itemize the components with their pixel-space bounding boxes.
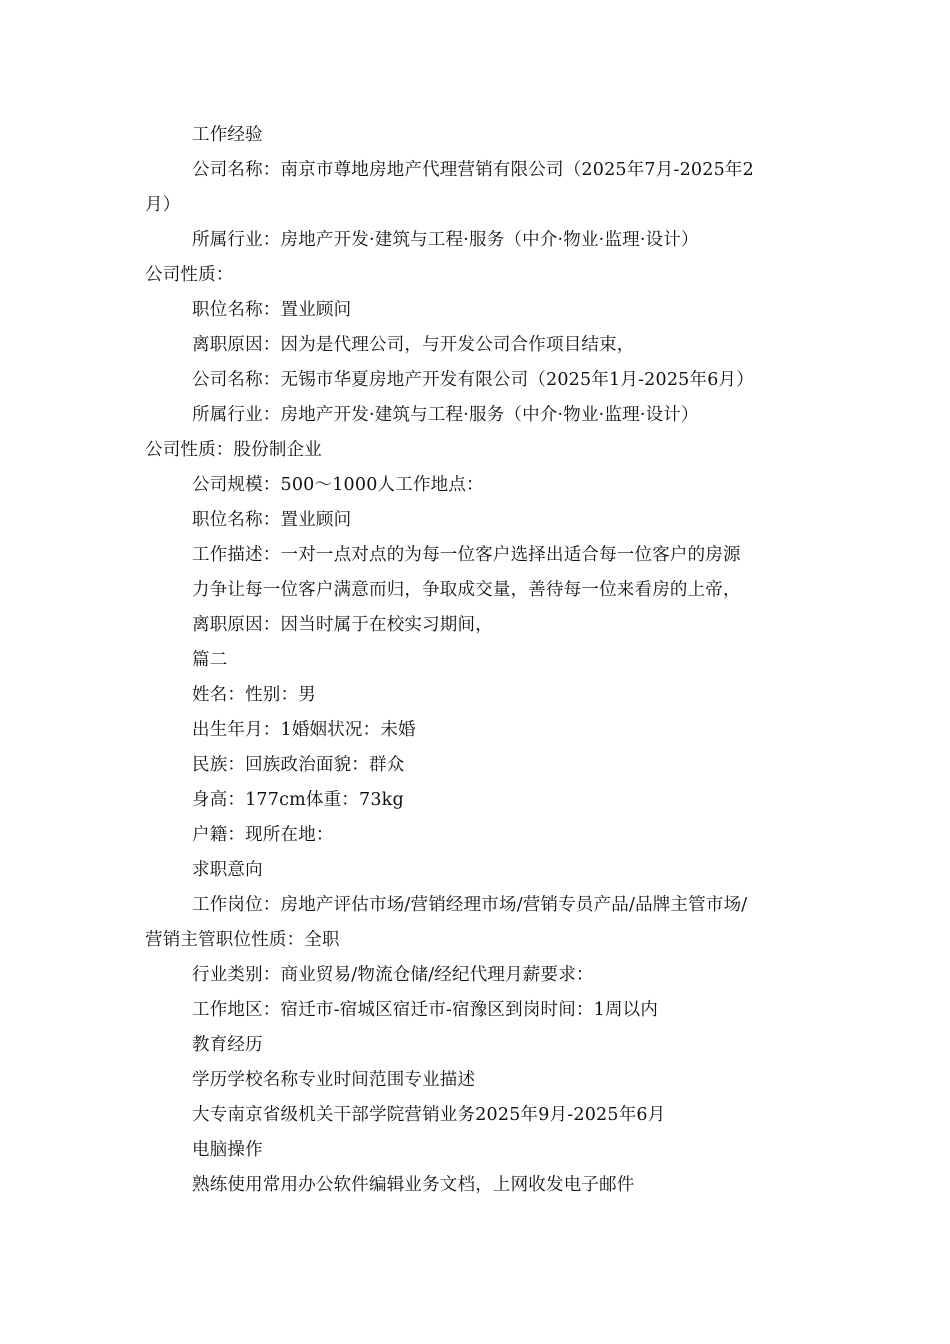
work-region: 工作地区：宿迁市-宿城区宿迁市-宿豫区到岗时间：1周以内 [192, 1000, 659, 1020]
company-nature-1: 公司性质： [145, 265, 234, 285]
birth-marital-status: 出生年月：1婚姻状况：未婚 [192, 720, 416, 740]
education-entry: 大专南京省级机关干部学院营销业务2025年9月-2025年6月 [192, 1105, 666, 1125]
company-name-1: 公司名称：南京市尊地房地产代理营销有限公司（2025年7月-2025年2 [192, 160, 754, 180]
section-heading-job-intention: 求职意向 [192, 860, 263, 880]
position-1: 职位名称：置业顾问 [192, 300, 352, 320]
height-weight: 身高：177cm体重：73kg [192, 790, 404, 810]
education-table-header: 学历学校名称专业时间范围专业描述 [192, 1070, 476, 1090]
position-2: 职位名称：置业顾问 [192, 510, 352, 530]
leaving-reason-2: 离职原因：因当时属于在校实习期间， [192, 615, 493, 635]
company-name-2: 公司名称：无锡市华夏房地产开发有限公司（2025年1月-2025年6月） [192, 370, 754, 390]
company-scale-2: 公司规模：500～1000人工作地点： [192, 475, 484, 495]
job-description-continued: 力争让每一位客户满意而归，争取成交量，善待每一位来看房的上帝， [192, 580, 741, 600]
job-description: 工作描述：一对一点对点的为每一位客户选择出适合每一位客户的房源 [192, 545, 741, 565]
ethnicity-political-status: 民族：回族政治面貌：群众 [192, 755, 405, 775]
desired-positions: 工作岗位：房地产评估市场/营销经理市场/营销专员产品/品牌主管市场/ [192, 895, 748, 915]
section-heading-part-two: 篇二 [192, 650, 228, 670]
document-body [145, 118, 807, 1203]
section-heading-education: 教育经历 [192, 1035, 263, 1055]
computer-skills-description: 熟练使用常用办公软件编辑业务文档，上网收发电子邮件 [192, 1175, 635, 1195]
company-nature-2: 公司性质：股份制企业 [145, 440, 322, 460]
household-registration: 户籍：现所在地： [192, 825, 334, 845]
industry-category: 行业类别：商业贸易/物流仓储/经纪代理月薪要求： [192, 965, 594, 985]
industry-2: 所属行业：房地产开发·建筑与工程·服务（中介·物业·监理·设计） [192, 405, 699, 425]
section-heading-work-experience: 工作经验 [192, 125, 263, 145]
leaving-reason-1: 离职原因：因为是代理公司，与开发公司合作项目结束， [192, 335, 635, 355]
name-gender: 姓名：性别：男 [192, 685, 316, 705]
desired-positions-continued: 营销主管职位性质：全职 [145, 930, 340, 950]
section-heading-computer-skills: 电脑操作 [192, 1140, 263, 1160]
industry-1: 所属行业：房地产开发·建筑与工程·服务（中介·物业·监理·设计） [192, 230, 699, 250]
company-name-1-continued: 月） [145, 195, 181, 215]
